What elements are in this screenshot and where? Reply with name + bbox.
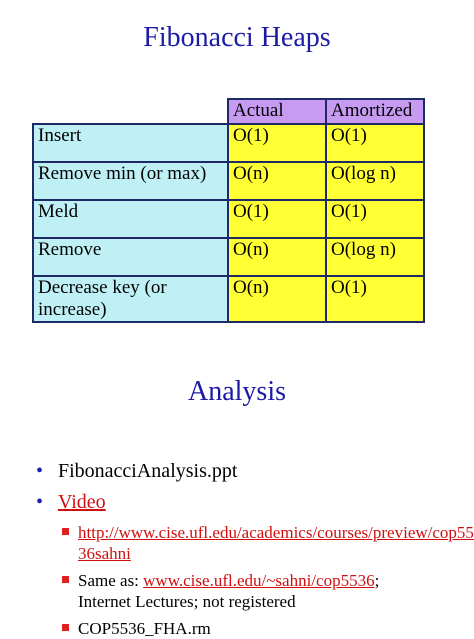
sub-list-item [36,522,474,564]
header-blank-cell [33,99,228,124]
course-url-link[interactable]: http://www.cise.ufl.edu/academics/courses/preview/cop5536sahni [78,523,474,563]
amortized-cell: O(1) [326,200,424,238]
square-bullet-icon [62,624,69,631]
list-item [36,460,474,483]
amortized-cell: O(1) [326,124,424,162]
actual-cell: O(n) [228,276,326,322]
sub-list-item [36,618,474,639]
bullet-list [36,460,474,639]
operation-cell: Decrease key (or increase) [33,276,228,322]
sub-list-item [36,570,474,612]
square-bullet-icon [62,528,69,535]
bullet-dot-icon: • [36,460,44,482]
actual-cell: O(n) [228,238,326,276]
header-actual: Actual [228,99,326,124]
same-as-suffix: ; [374,571,380,590]
list-item [36,491,474,514]
square-bullet-icon [62,576,69,583]
operation-cell: Remove min (or max) [33,162,228,200]
rm-file-text: COP5536_FHA.rm [78,619,211,638]
amortized-cell: O(log n) [326,162,424,200]
table-row [33,276,424,322]
amortized-cell: O(log n) [326,238,424,276]
table-row [33,238,424,276]
table-header-row [33,99,424,124]
actual-cell: O(1) [228,200,326,238]
video-link[interactable]: Video [58,491,106,513]
sahni-url-link[interactable]: www.cise.ufl.edu/~sahni/cop5536 [143,571,375,590]
header-amortized: Amortized [326,99,424,124]
table-row [33,162,424,200]
bullet-text: FibonacciAnalysis.ppt [58,460,238,482]
operation-cell: Remove [33,238,228,276]
operation-cell: Insert [33,124,228,162]
table-row [33,200,424,238]
amortized-cell: O(1) [326,276,424,322]
internet-lectures-text: Internet Lectures; not registered [78,592,296,611]
slide-title-fibonacci-heaps: Fibonacci Heaps [143,22,331,53]
actual-cell: O(n) [228,162,326,200]
actual-cell: O(1) [228,124,326,162]
table-row [33,124,424,162]
bullet-dot-icon: • [36,491,44,513]
complexity-table [32,98,425,323]
same-as-prefix: Same as: [78,571,144,590]
operation-cell: Meld [33,200,228,238]
slide-title-analysis: Analysis [188,376,286,407]
